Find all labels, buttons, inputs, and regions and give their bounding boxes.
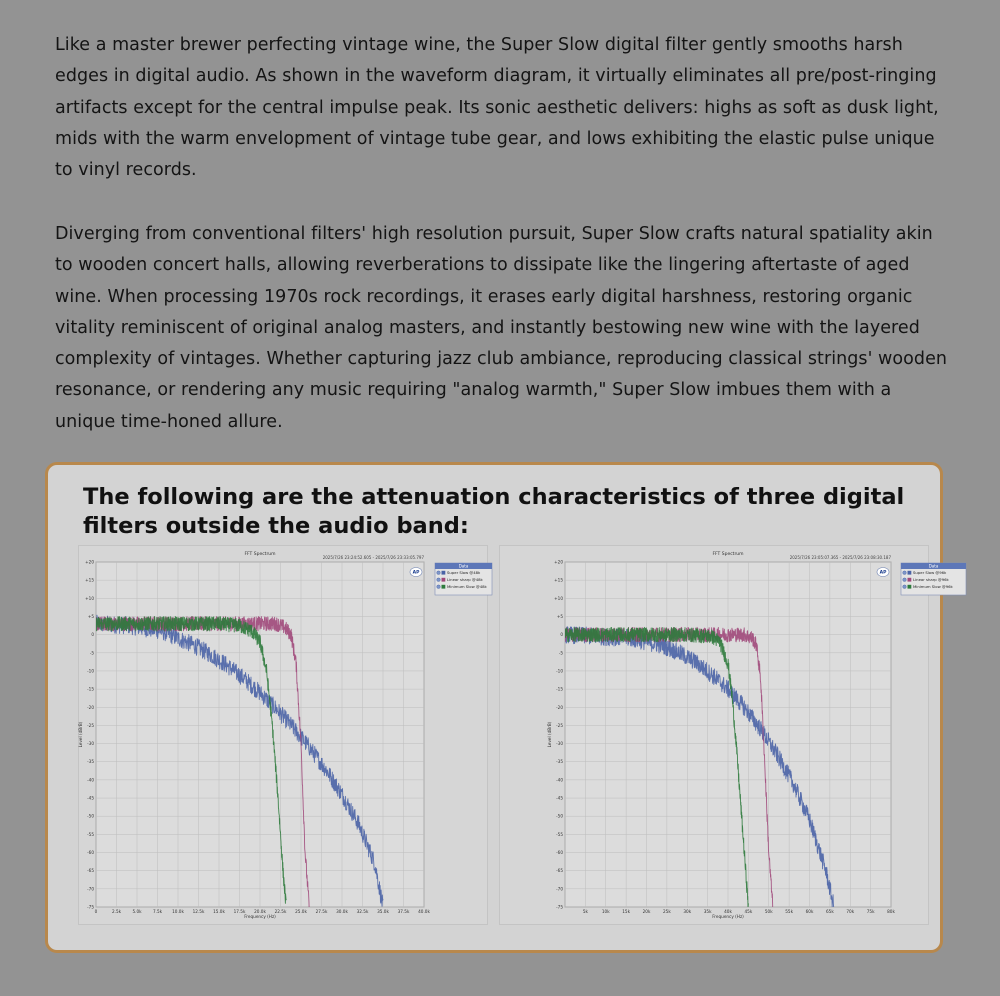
y-axis-label: Level (dBrB) bbox=[547, 721, 552, 748]
y-tick-label: +20 bbox=[85, 559, 94, 565]
x-tick-label: 22.5k bbox=[274, 909, 287, 914]
x-tick-label: 65k bbox=[825, 909, 834, 914]
y-tick-label: -60 bbox=[87, 850, 94, 856]
legend-swatch bbox=[442, 585, 446, 589]
intro-paragraph: Like a master brewer perfecting vintage wine, the Super Slow digital filter gently smooths harsh edges in digital audio. As shown in the waveform diagram, it virtually eliminates all pre/post-ringing artifacts except for the central impulse peak. Its sonic aesthetic delivers: highs as soft as dusk light, mids with the warm envelopment of vintage tube gear, and lows exhibiting the elastic pulse unique to vinyl records. bbox=[55, 35, 939, 181]
legend-label: Linear sharp @48k bbox=[447, 577, 483, 582]
y-tick-label: -45 bbox=[87, 795, 94, 801]
legend-title: Data bbox=[458, 563, 469, 569]
y-tick-label: -70 bbox=[87, 886, 94, 892]
y-tick-label: -65 bbox=[556, 868, 563, 874]
x-tick-label: 0 bbox=[94, 909, 98, 914]
y-tick-label: -70 bbox=[556, 886, 563, 892]
y-tick-label: -40 bbox=[87, 777, 94, 783]
x-tick-label: 20k bbox=[642, 909, 651, 914]
x-tick-label: 10k bbox=[601, 909, 610, 914]
x-tick-label: 7.5k bbox=[152, 909, 163, 914]
y-tick-label: -40 bbox=[556, 777, 563, 783]
x-tick-label: 45k bbox=[744, 909, 753, 914]
y-tick-label: -20 bbox=[87, 704, 94, 710]
x-tick-label: 32.5k bbox=[356, 909, 369, 914]
chart-96k bbox=[499, 545, 953, 925]
legend-title: Data bbox=[928, 563, 939, 569]
x-tick-label: 75k bbox=[866, 909, 875, 914]
x-tick-label: 50k bbox=[764, 909, 773, 914]
y-tick-label: 0 bbox=[560, 632, 563, 638]
y-tick-label: -30 bbox=[87, 741, 94, 747]
x-tick-label: 55k bbox=[785, 909, 794, 914]
x-tick-label: 15.0k bbox=[213, 909, 225, 914]
y-tick-label: -35 bbox=[556, 759, 563, 765]
y-axis-label: Level (dBrB) bbox=[78, 721, 83, 748]
chart-title: FFT Spectrum bbox=[712, 552, 744, 557]
legend-swatch bbox=[908, 571, 912, 575]
legend-toggle-icon bbox=[903, 571, 907, 575]
legend-label: Super Slow @96k bbox=[913, 570, 947, 575]
x-tick-label: 40.0k bbox=[418, 909, 430, 914]
y-tick-label: -60 bbox=[556, 850, 563, 856]
y-tick-label: -55 bbox=[556, 831, 563, 837]
legend-label: Linear sharp @96k bbox=[913, 577, 949, 582]
x-tick-label: 17.5k bbox=[233, 909, 246, 914]
y-tick-label: -20 bbox=[556, 704, 563, 710]
y-tick-label: -75 bbox=[87, 904, 94, 910]
y-tick-label: -10 bbox=[87, 668, 94, 674]
legend-swatch bbox=[442, 578, 446, 582]
x-tick-label: 10.0k bbox=[172, 909, 184, 914]
y-tick-label: 0 bbox=[91, 632, 94, 638]
legend-toggle-icon bbox=[437, 578, 441, 582]
x-tick-label: 40k bbox=[724, 909, 732, 914]
y-tick-label: -10 bbox=[556, 668, 563, 674]
y-tick-label: +15 bbox=[85, 577, 94, 583]
x-tick-label: 25.0k bbox=[295, 909, 307, 914]
y-tick-label: -25 bbox=[556, 722, 563, 728]
chart-48k bbox=[78, 545, 488, 925]
y-tick-label: -55 bbox=[87, 831, 94, 837]
x-tick-label: 70k bbox=[846, 909, 855, 914]
x-tick-label: 5.0k bbox=[132, 909, 142, 914]
y-tick-label: +15 bbox=[554, 577, 563, 583]
y-tick-label: +5 bbox=[87, 613, 94, 619]
legend-toggle-icon bbox=[903, 585, 907, 589]
x-tick-label: 20.0k bbox=[254, 909, 266, 914]
y-tick-label: -45 bbox=[556, 795, 563, 801]
description-paragraph: Diverging from conventional filters' high resolution pursuit, Super Slow crafts natural spatiality akin to wooden concert halls, allowing reverberations to dissipate like the lingering aftertaste of aged wine. When processing 1970s rock recordings, it erases early digital harshness, restoring organic vitality reminiscent of original analog masters, and instantly bestowing new wine with the layered complexity of vintages. Whether capturing jazz club ambiance, reproducing classical strings' wooden resonance, or rendering any music requiring "analog warmth," Super Slow imbues them with a unique time-honed allure. bbox=[55, 224, 948, 432]
y-tick-label: +10 bbox=[554, 595, 563, 601]
legend-swatch bbox=[442, 571, 446, 575]
y-tick-label: -15 bbox=[556, 686, 563, 692]
filter-comparison-panel bbox=[45, 462, 953, 953]
x-axis-label: Frequency (Hz) bbox=[712, 914, 744, 919]
x-tick-label: 35k bbox=[703, 909, 712, 914]
x-tick-label: 35.0k bbox=[377, 909, 389, 914]
y-tick-label: -5 bbox=[558, 650, 563, 656]
x-tick-label: 2.5k bbox=[111, 909, 122, 914]
ap-logo-icon: AP bbox=[879, 570, 887, 576]
y-tick-label: -75 bbox=[556, 904, 563, 910]
legend-toggle-icon bbox=[437, 585, 441, 589]
x-tick-label: 27.5k bbox=[315, 909, 328, 914]
legend-label: Minimum Slow @48k bbox=[447, 584, 487, 589]
x-axis-label: Frequency (Hz) bbox=[244, 914, 276, 919]
y-tick-label: -5 bbox=[89, 650, 94, 656]
y-tick-label: -25 bbox=[87, 722, 94, 728]
y-tick-label: +20 bbox=[554, 559, 563, 565]
y-tick-label: -50 bbox=[556, 813, 563, 819]
chart-timestamp: 2025/7/26 23:05:07.365 - 2025/7/26 23:08:30.187 bbox=[789, 555, 891, 560]
x-tick-label: 37.5k bbox=[397, 909, 410, 914]
y-tick-label: -65 bbox=[87, 868, 94, 874]
legend-toggle-icon bbox=[903, 578, 907, 582]
y-tick-label: +10 bbox=[85, 595, 94, 601]
y-tick-label: +5 bbox=[556, 613, 563, 619]
legend-label: Super Slow @48k bbox=[447, 570, 481, 575]
legend-swatch bbox=[908, 578, 912, 582]
x-tick-label: 80k bbox=[887, 909, 895, 914]
x-tick-label: 25k bbox=[662, 909, 671, 914]
y-tick-label: -35 bbox=[87, 759, 94, 765]
y-tick-label: -15 bbox=[87, 686, 94, 692]
legend-swatch bbox=[908, 585, 912, 589]
x-tick-label: 5k bbox=[582, 909, 588, 914]
y-tick-label: -50 bbox=[87, 813, 94, 819]
chart-title: FFT Spectrum bbox=[244, 552, 276, 557]
ap-logo-icon: AP bbox=[412, 570, 420, 576]
x-tick-label: 30.0k bbox=[336, 909, 348, 914]
x-tick-label: 15k bbox=[622, 909, 631, 914]
legend-label: Minimum Slow @96k bbox=[913, 584, 953, 589]
x-tick-label: 30k bbox=[683, 909, 692, 914]
legend-toggle-icon bbox=[437, 571, 441, 575]
chart-timestamp: 2025/7/26 23:24:52.605 - 2025/7/26 23:33:05.797 bbox=[322, 555, 424, 560]
y-tick-label: -30 bbox=[556, 741, 563, 747]
panel-title: The following are the attenuation characteristics of three digital filters outside the audio band: bbox=[83, 484, 905, 539]
x-tick-label: 60k bbox=[805, 909, 814, 914]
x-tick-label: 12.5k bbox=[192, 909, 205, 914]
